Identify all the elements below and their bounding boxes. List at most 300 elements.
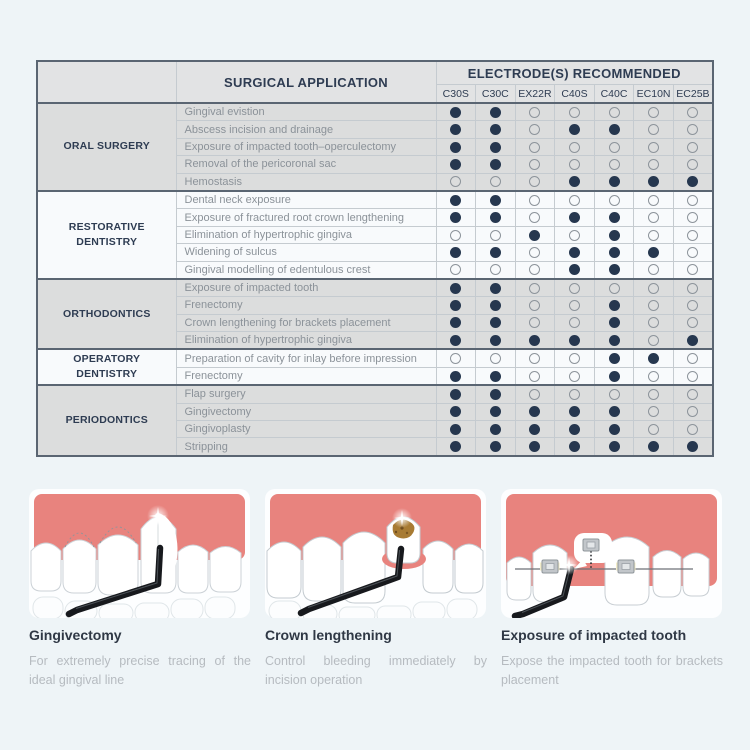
filled-circle-icon: [450, 124, 461, 135]
orthodontic-bracket-icon: [616, 560, 636, 573]
application-label: Hemostasis: [176, 173, 436, 191]
application-label: Exposure of impacted tooth: [176, 279, 436, 297]
empty-circle-icon: [609, 389, 620, 400]
recommended-dot-empty: [594, 156, 634, 173]
application-label: Preparation of cavity for inlay before impression: [176, 349, 436, 367]
electrode-column-header: C40S: [555, 85, 595, 104]
recommended-dot-empty: [634, 103, 674, 121]
header-row-1: [37, 61, 713, 85]
caption-title: Gingivectomy: [29, 627, 122, 643]
filled-circle-icon: [609, 264, 620, 275]
recommended-dot-empty: [515, 191, 555, 209]
filled-circle-icon: [569, 424, 580, 435]
recommended-dot-filled: [555, 438, 595, 456]
application-label: Abscess incision and drainage: [176, 121, 436, 138]
recommended-dot-filled: [515, 226, 555, 243]
filled-circle-icon: [529, 230, 540, 241]
recommended-dot-empty: [555, 367, 595, 385]
filled-circle-icon: [529, 441, 540, 452]
recommended-dot-filled: [476, 138, 516, 155]
empty-circle-icon: [450, 264, 461, 275]
filled-circle-icon: [529, 406, 540, 417]
recommended-dot-empty: [436, 349, 476, 367]
filled-circle-icon: [450, 371, 461, 382]
orthodontic-bracket-icon: [583, 539, 599, 551]
filled-circle-icon: [609, 353, 620, 364]
electrode-column-header: EC25B: [673, 85, 713, 104]
recommended-dot-filled: [594, 421, 634, 438]
recommended-dot-filled: [436, 244, 476, 261]
recommended-dot-filled: [594, 121, 634, 138]
caption-description: Expose the impacted tooth for brackets placement: [501, 654, 723, 688]
application-label: Gingivectomy: [176, 403, 436, 420]
filled-circle-icon: [450, 107, 461, 118]
empty-circle-icon: [529, 124, 540, 135]
empty-circle-icon: [687, 195, 698, 206]
empty-circle-icon: [687, 371, 698, 382]
recommended-dot-filled: [515, 403, 555, 420]
filled-circle-icon: [450, 247, 461, 258]
recommended-dot-filled: [436, 421, 476, 438]
empty-circle-icon: [609, 159, 620, 170]
filled-circle-icon: [450, 317, 461, 328]
group-label: RESTORATIVE DENTISTRY: [37, 191, 176, 279]
caption-gingivectomy: [29, 627, 251, 691]
electrode-recommendation-table: [36, 60, 714, 457]
recommended-dot-empty: [476, 226, 516, 243]
recommended-dot-filled: [594, 314, 634, 331]
filled-circle-icon: [609, 176, 620, 187]
recommended-dot-filled: [555, 121, 595, 138]
filled-circle-icon: [450, 212, 461, 223]
empty-circle-icon: [529, 107, 540, 118]
electrode-column-header: C30C: [476, 85, 516, 104]
filled-circle-icon: [490, 124, 501, 135]
recommended-dot-empty: [515, 297, 555, 314]
recommended-dot-empty: [515, 385, 555, 403]
empty-circle-icon: [648, 230, 659, 241]
empty-circle-icon: [569, 142, 580, 153]
crown-lengthening-illustration-svg: [265, 489, 486, 618]
recommended-dot-filled: [436, 191, 476, 209]
recommended-dot-filled: [594, 261, 634, 279]
application-label: Dental neck exposure: [176, 191, 436, 209]
empty-circle-icon: [450, 230, 461, 241]
group-label: ORAL SURGERY: [37, 103, 176, 191]
recommended-dot-filled: [555, 173, 595, 191]
filled-circle-icon: [529, 335, 540, 346]
recommended-dot-empty: [673, 385, 713, 403]
recommended-dot-empty: [515, 209, 555, 226]
filled-circle-icon: [450, 424, 461, 435]
recommended-dot-empty: [515, 279, 555, 297]
recommended-dot-filled: [476, 421, 516, 438]
application-label: Crown lengthening for brackets placement: [176, 314, 436, 331]
application-table-body: [37, 103, 713, 456]
empty-circle-icon: [648, 371, 659, 382]
empty-circle-icon: [529, 247, 540, 258]
recommended-dot-empty: [594, 279, 634, 297]
recommended-dot-empty: [634, 121, 674, 138]
recommended-dot-filled: [476, 244, 516, 261]
gingivectomy-illustration-svg: [29, 489, 250, 618]
application-label: Stripping: [176, 438, 436, 456]
caption-title: Exposure of impacted tooth: [501, 627, 687, 643]
filled-circle-icon: [490, 424, 501, 435]
group-label: OPERATORY DENTISTRY: [37, 349, 176, 385]
recommended-dot-empty: [673, 261, 713, 279]
recommended-dot-filled: [436, 332, 476, 350]
recommended-dot-filled: [515, 438, 555, 456]
filled-circle-icon: [609, 230, 620, 241]
empty-circle-icon: [687, 317, 698, 328]
recommended-dot-empty: [476, 349, 516, 367]
empty-circle-icon: [648, 406, 659, 417]
empty-circle-icon: [648, 124, 659, 135]
recommended-dot-empty: [634, 421, 674, 438]
empty-circle-icon: [687, 389, 698, 400]
empty-circle-icon: [648, 212, 659, 223]
empty-circle-icon: [648, 107, 659, 118]
empty-circle-icon: [450, 176, 461, 187]
electrode-column-header: C40C: [594, 85, 634, 104]
empty-circle-icon: [687, 142, 698, 153]
recommended-dot-filled: [555, 209, 595, 226]
recommended-dot-empty: [634, 226, 674, 243]
filled-circle-icon: [490, 283, 501, 294]
empty-circle-icon: [569, 371, 580, 382]
recommended-dot-empty: [594, 103, 634, 121]
empty-circle-icon: [529, 353, 540, 364]
recommended-dot-filled: [555, 261, 595, 279]
electrodes-recommended-header: ELECTRODE(S) RECOMMENDED: [436, 61, 713, 85]
empty-circle-icon: [529, 159, 540, 170]
empty-circle-icon: [569, 389, 580, 400]
recommended-dot-filled: [594, 244, 634, 261]
empty-circle-icon: [687, 159, 698, 170]
recommended-dot-empty: [594, 385, 634, 403]
recommended-dot-empty: [555, 279, 595, 297]
empty-circle-icon: [569, 283, 580, 294]
recommended-dot-empty: [515, 156, 555, 173]
recommended-dot-empty: [515, 138, 555, 155]
filled-circle-icon: [490, 317, 501, 328]
recommended-dot-filled: [436, 279, 476, 297]
filled-circle-icon: [490, 389, 501, 400]
recommended-dot-filled: [436, 138, 476, 155]
recommended-dot-filled: [436, 367, 476, 385]
empty-circle-icon: [529, 142, 540, 153]
caption-crown-lengthening: [265, 627, 487, 691]
recommended-dot-empty: [673, 191, 713, 209]
recommended-dot-empty: [634, 156, 674, 173]
application-label: Widening of sulcus: [176, 244, 436, 261]
empty-circle-icon: [648, 142, 659, 153]
empty-circle-icon: [687, 230, 698, 241]
empty-circle-icon: [529, 212, 540, 223]
table-row: [37, 279, 713, 297]
caption-description: Control bleeding immediately by incision operation: [265, 654, 487, 688]
recommended-dot-empty: [673, 156, 713, 173]
filled-circle-icon: [490, 441, 501, 452]
filled-circle-icon: [569, 264, 580, 275]
empty-circle-icon: [609, 283, 620, 294]
caption-description: For extremely precise tracing of the ideal gingival line: [29, 654, 251, 688]
recommended-dot-empty: [555, 103, 595, 121]
recommended-dot-filled: [476, 297, 516, 314]
recommended-dot-filled: [673, 173, 713, 191]
recommended-dot-empty: [634, 261, 674, 279]
recommended-dot-empty: [673, 279, 713, 297]
recommended-dot-filled: [594, 349, 634, 367]
recommended-dot-empty: [634, 279, 674, 297]
recommended-dot-filled: [476, 209, 516, 226]
recommended-dot-filled: [436, 385, 476, 403]
recommended-dot-filled: [594, 438, 634, 456]
filled-circle-icon: [648, 353, 659, 364]
recommended-dot-filled: [436, 121, 476, 138]
recommended-dot-empty: [634, 385, 674, 403]
filled-circle-icon: [490, 212, 501, 223]
recommended-dot-empty: [436, 261, 476, 279]
recommended-dot-empty: [673, 367, 713, 385]
recommended-dot-filled: [673, 438, 713, 456]
filled-circle-icon: [569, 247, 580, 258]
empty-circle-icon: [569, 230, 580, 241]
empty-circle-icon: [648, 283, 659, 294]
recommended-dot-filled: [476, 191, 516, 209]
recommended-dot-filled: [476, 367, 516, 385]
empty-circle-icon: [687, 424, 698, 435]
empty-circle-icon: [529, 317, 540, 328]
filled-circle-icon: [490, 159, 501, 170]
empty-circle-icon: [569, 159, 580, 170]
empty-circle-icon: [648, 300, 659, 311]
empty-circle-icon: [529, 300, 540, 311]
recommended-dot-empty: [634, 138, 674, 155]
recommended-dot-empty: [634, 403, 674, 420]
empty-circle-icon: [490, 264, 501, 275]
empty-circle-icon: [687, 300, 698, 311]
filled-circle-icon: [609, 300, 620, 311]
filled-circle-icon: [450, 441, 461, 452]
filled-circle-icon: [609, 424, 620, 435]
empty-circle-icon: [529, 371, 540, 382]
empty-circle-icon: [490, 176, 501, 187]
recommended-dot-filled: [555, 403, 595, 420]
recommended-dot-filled: [436, 314, 476, 331]
filled-circle-icon: [609, 124, 620, 135]
recommended-dot-filled: [673, 332, 713, 350]
recommended-dot-empty: [555, 297, 595, 314]
recommended-dot-empty: [515, 367, 555, 385]
filled-circle-icon: [450, 283, 461, 294]
recommended-dot-empty: [634, 332, 674, 350]
recommended-dot-empty: [673, 297, 713, 314]
application-table: [36, 60, 714, 457]
surgical-application-header: SURGICAL APPLICATION: [176, 61, 436, 103]
application-label: Gingival evistion: [176, 103, 436, 121]
recommended-dot-empty: [673, 209, 713, 226]
filled-circle-icon: [450, 195, 461, 206]
recommended-dot-filled: [476, 332, 516, 350]
recommended-dot-filled: [594, 403, 634, 420]
application-label: Frenectomy: [176, 297, 436, 314]
recommended-dot-empty: [555, 138, 595, 155]
recommended-dot-empty: [515, 103, 555, 121]
table-row: [37, 385, 713, 403]
recommended-dot-empty: [436, 173, 476, 191]
filled-circle-icon: [609, 441, 620, 452]
recommended-dot-empty: [515, 314, 555, 331]
recommended-dot-empty: [555, 191, 595, 209]
impacted-tooth-illustration: [501, 489, 722, 618]
recommended-dot-empty: [436, 226, 476, 243]
empty-circle-icon: [648, 389, 659, 400]
table-row: [37, 191, 713, 209]
recommended-dot-filled: [555, 421, 595, 438]
filled-circle-icon: [569, 176, 580, 187]
filled-circle-icon: [609, 335, 620, 346]
application-label: Removal of the pericoronal sac: [176, 156, 436, 173]
empty-circle-icon: [687, 406, 698, 417]
recommended-dot-filled: [594, 209, 634, 226]
filled-circle-icon: [450, 335, 461, 346]
filled-circle-icon: [450, 389, 461, 400]
empty-circle-icon: [687, 264, 698, 275]
recommended-dot-filled: [436, 209, 476, 226]
electrode-column-header: C30S: [436, 85, 476, 104]
filled-circle-icon: [609, 371, 620, 382]
empty-circle-icon: [687, 124, 698, 135]
recommended-dot-filled: [476, 279, 516, 297]
recommended-dot-empty: [594, 191, 634, 209]
filled-circle-icon: [569, 212, 580, 223]
recommended-dot-filled: [476, 314, 516, 331]
recommended-dot-filled: [634, 244, 674, 261]
filled-circle-icon: [450, 406, 461, 417]
empty-circle-icon: [687, 247, 698, 258]
recommended-dot-empty: [634, 314, 674, 331]
filled-circle-icon: [490, 195, 501, 206]
recommended-dot-empty: [515, 261, 555, 279]
filled-circle-icon: [490, 371, 501, 382]
recommended-dot-empty: [673, 103, 713, 121]
recommended-dot-empty: [673, 244, 713, 261]
filled-circle-icon: [569, 335, 580, 346]
table-row: [37, 349, 713, 367]
application-label: Gingival modelling of edentulous crest: [176, 261, 436, 279]
recommended-dot-empty: [673, 349, 713, 367]
filled-circle-icon: [569, 124, 580, 135]
empty-circle-icon: [687, 283, 698, 294]
empty-circle-icon: [569, 107, 580, 118]
filled-circle-icon: [609, 247, 620, 258]
filled-circle-icon: [450, 300, 461, 311]
filled-circle-icon: [648, 247, 659, 258]
empty-circle-icon: [569, 317, 580, 328]
recommended-dot-filled: [436, 156, 476, 173]
filled-circle-icon: [450, 142, 461, 153]
empty-circle-icon: [648, 335, 659, 346]
sparkle-icon: [392, 508, 412, 528]
recommended-dot-filled: [436, 438, 476, 456]
empty-circle-icon: [490, 230, 501, 241]
gingivectomy-illustration: [29, 489, 250, 618]
recommended-dot-filled: [634, 438, 674, 456]
application-label: Exposure of fractured root crown lengthening: [176, 209, 436, 226]
application-label: Flap surgery: [176, 385, 436, 403]
filled-circle-icon: [490, 300, 501, 311]
recommended-dot-filled: [476, 438, 516, 456]
filled-circle-icon: [687, 176, 698, 187]
filled-circle-icon: [569, 406, 580, 417]
sparkle-icon: [559, 555, 579, 575]
empty-circle-icon: [450, 353, 461, 364]
recommended-dot-filled: [594, 297, 634, 314]
recommended-dot-empty: [515, 349, 555, 367]
recommended-dot-filled: [476, 121, 516, 138]
filled-circle-icon: [490, 406, 501, 417]
recommended-dot-filled: [594, 226, 634, 243]
recommended-dot-empty: [555, 385, 595, 403]
empty-circle-icon: [529, 264, 540, 275]
electrode-column-header: EC10N: [634, 85, 674, 104]
empty-circle-icon: [687, 353, 698, 364]
recommended-dot-empty: [555, 314, 595, 331]
recommended-dot-empty: [673, 314, 713, 331]
recommended-dot-empty: [515, 244, 555, 261]
filled-circle-icon: [490, 247, 501, 258]
empty-circle-icon: [569, 353, 580, 364]
recommended-dot-empty: [673, 421, 713, 438]
recommended-dot-empty: [634, 191, 674, 209]
table-row: [37, 103, 713, 121]
recommended-dot-filled: [476, 103, 516, 121]
recommended-dot-empty: [555, 156, 595, 173]
group-label: ORTHODONTICS: [37, 279, 176, 350]
recommended-dot-filled: [515, 421, 555, 438]
empty-circle-icon: [648, 159, 659, 170]
recommended-dot-empty: [594, 138, 634, 155]
recommended-dot-filled: [515, 332, 555, 350]
application-label: Gingivoplasty: [176, 421, 436, 438]
empty-circle-icon: [529, 176, 540, 187]
recommended-dot-empty: [555, 226, 595, 243]
recommended-dot-filled: [476, 156, 516, 173]
filled-circle-icon: [648, 176, 659, 187]
recommended-dot-empty: [634, 209, 674, 226]
caption-title: Crown lengthening: [265, 627, 392, 643]
corner-cell: [37, 61, 176, 103]
filled-circle-icon: [609, 317, 620, 328]
recommended-dot-empty: [673, 403, 713, 420]
filled-circle-icon: [450, 159, 461, 170]
recommended-dot-empty: [476, 173, 516, 191]
empty-circle-icon: [609, 107, 620, 118]
filled-circle-icon: [687, 441, 698, 452]
electrode-column-header: EX22R: [515, 85, 555, 104]
recommended-dot-empty: [555, 349, 595, 367]
filled-circle-icon: [609, 212, 620, 223]
recommended-dot-filled: [476, 403, 516, 420]
recommended-dot-empty: [634, 367, 674, 385]
empty-circle-icon: [529, 195, 540, 206]
recommended-dot-empty: [476, 261, 516, 279]
recommended-dot-empty: [515, 173, 555, 191]
filled-circle-icon: [529, 424, 540, 435]
empty-circle-icon: [687, 212, 698, 223]
